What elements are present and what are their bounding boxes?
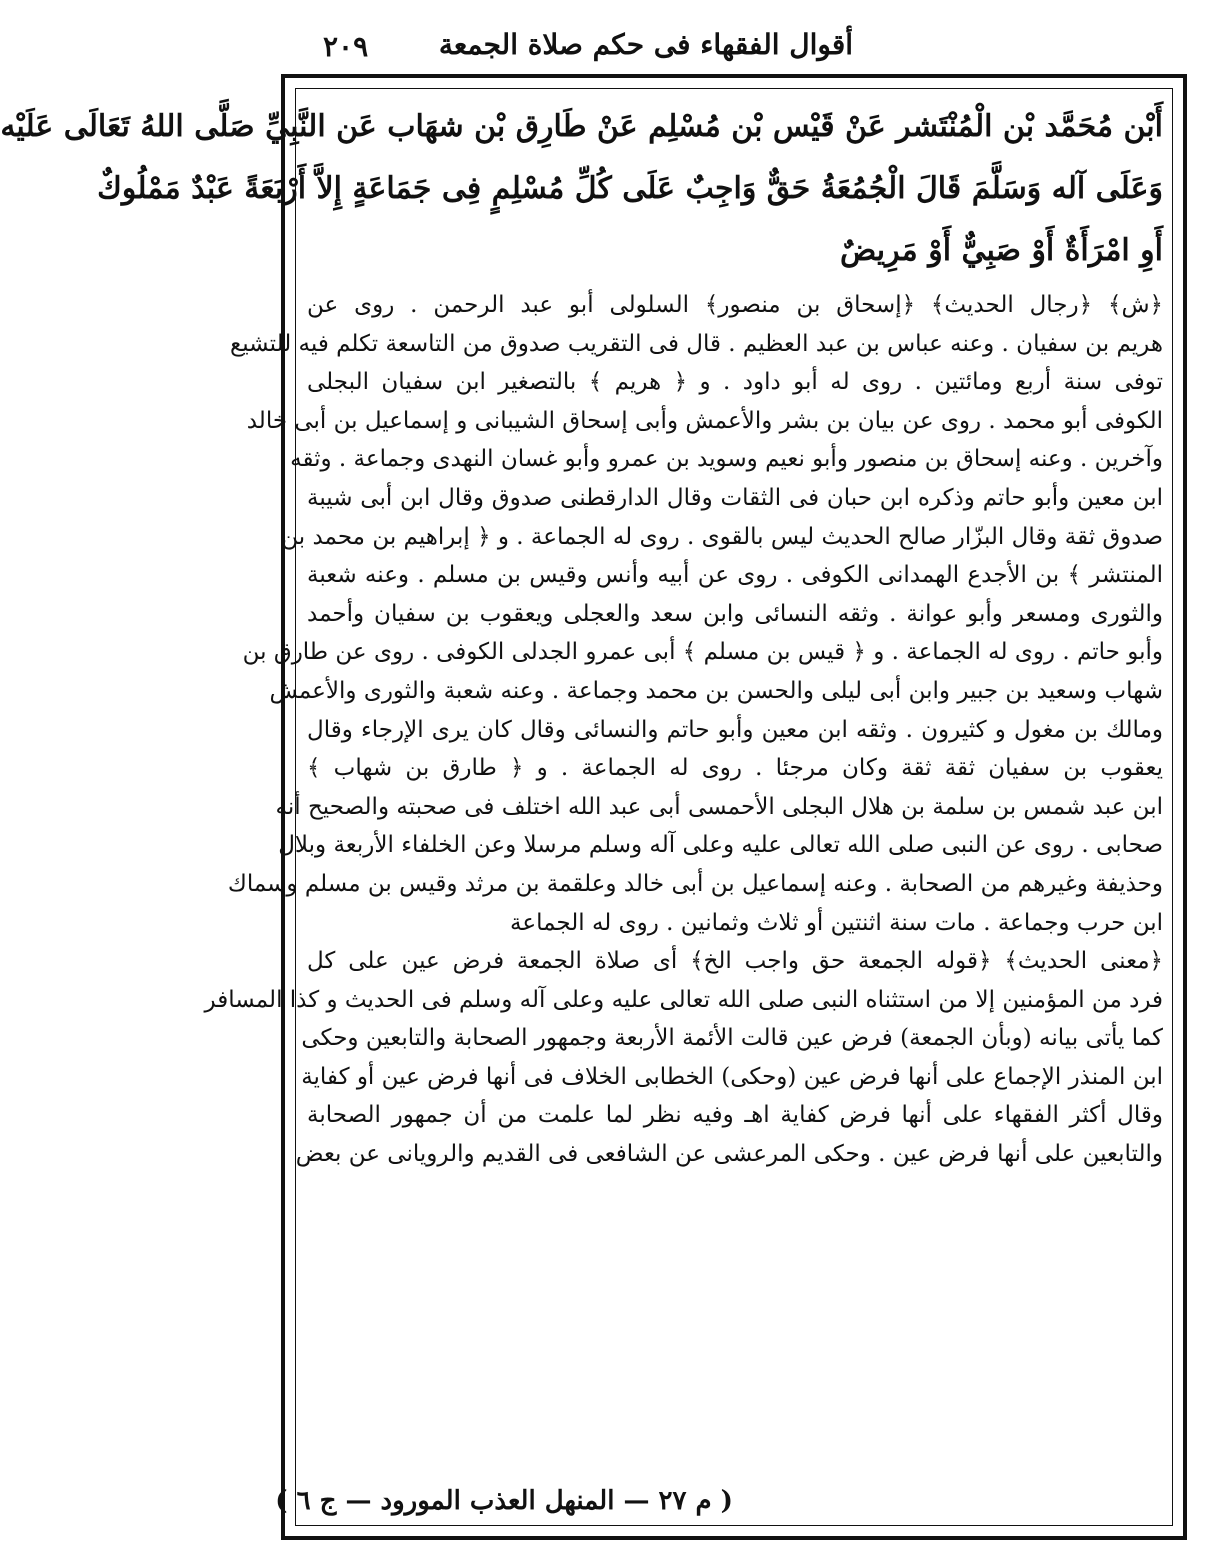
running-head bbox=[293, 26, 1023, 76]
commentary-line: ﴿معنى الحديث﴾ ﴿قوله الجمعة حق واجب الخ﴾ أى صلاة الجمعة فرض عين على كل bbox=[307, 948, 1163, 975]
commentary-line: وقال أكثر الفقهاء على أنها فرض كفاية اهـ وفيه نظر لما علمت من أن جمهور الصحابة bbox=[307, 1102, 1163, 1129]
commentary-line: هريم بن سفيان . وعنه عباس بن عبد العظيم . قال فى التقريب صدوق من التاسعة تكلم فيه للتشيع bbox=[229, 330, 1163, 357]
commentary-line: كما يأتى بيانه (وبأن الجمعة) فرض عين قالت الأئمة الأربعة وجمهور الصحابة والتابعين وحكى bbox=[301, 1025, 1163, 1052]
commentary-line: ومالك بن مغول و كثيرون . وثقه ابن معين وأبو حاتم والنسائى وقال كان يرى الإرجاء وقال bbox=[307, 716, 1163, 743]
hadith-line: أَوِ امْرَأَةٌ أَوْ صَبِيٌّ أَوْ مَرِيضٌ bbox=[840, 233, 1163, 268]
commentary-line: فرد من المؤمنين إلا من استثناه النبى صلى الله تعالى عليه وعلى آله وسلم فى الحديث و كذا المسافر bbox=[204, 986, 1163, 1013]
commentary-line: شهاب وسعيد بن جبير وابن أبى ليلى والحسن بن محمد وجماعة . وعنه شعبة والثورى والأعمش bbox=[269, 677, 1163, 704]
commentary-line: الكوفى أبو محمد . روى عن بيان بن بشر والأعمش وأبى إسحاق الشيبانى و إسماعيل بن أبى خالد bbox=[246, 407, 1163, 434]
page-number: ٢٠٩ bbox=[323, 30, 369, 63]
commentary-text bbox=[204, 286, 1163, 1174]
commentary-line: وحذيفة وغيرهم من الصحابة . وعنه إسماعيل بن أبى خالد وعلقمة بن مرثد وقيس بن مسلم وسماك bbox=[227, 870, 1163, 897]
commentary-line: والثورى ومسعر وأبو عوانة . وثقه النسائى وابن سعد والعجلى ويعقوب بن سفيان وأحمد bbox=[307, 600, 1163, 627]
commentary-line: ﴿ش﴾ ﴿رجال الحديث﴾ ﴿إسحاق بن منصور﴾ السلولى أبو عبد الرحمن . روى عن bbox=[307, 292, 1163, 318]
running-title: أقوال الفقهاء فى حكم صلاة الجمعة bbox=[438, 28, 853, 61]
footer-signature: ( م ٢٧ — المنهل العذب المورود — ج ٦ ) bbox=[275, 1486, 733, 1516]
commentary-line: صدوق ثقة وقال البزّار صالح الحديث ليس بالقوى . روى له الجماعة . و ﴿ إبراهيم بن محمد بن bbox=[281, 523, 1163, 550]
commentary-line: ابن عبد شمس بن سلمة بن هلال البجلى الأحمسى أبى عبد الله اختلف فى صحبته والصحيح أنه bbox=[275, 793, 1163, 820]
commentary-line: ابن المنذر الإجماع على أنها فرض عين (وحكى) الخطابى الخلاف فى أنها فرض عين أو كفاية bbox=[301, 1063, 1163, 1090]
commentary-line: المنتشر ﴾ بن الأجدع الهمدانى الكوفى . روى عن أبيه وأنس وقيس بن مسلم . وعنه شعبة bbox=[307, 562, 1163, 589]
hadith-text bbox=[0, 96, 1163, 282]
page-content bbox=[0, 96, 1163, 1174]
hadith-line: وَعَلَى آله وَسَلَّمَ قَالَ الْجُمُعَةُ حَقٌّ وَاجِبٌ عَلَى كُلِّ مُسْلِمٍ فِى جَمَاعَةٍ إِلاَّ أَرْبَعَةً عَبْدٌ مَمْلُوكٌ bbox=[97, 171, 1163, 206]
commentary-line: توفى سنة أربع ومائتين . روى له أبو داود . و ﴿ هريم ﴾ بالتصغير ابن سفيان البجلى bbox=[307, 369, 1163, 396]
commentary-line: ابن معين وأبو حاتم وذكره ابن حبان فى الثقات وقال الدارقطنى صدوق وقال ابن أبى شيبة bbox=[307, 484, 1163, 511]
hadith-line: أَبْن مُحَمَّد بْن الْمُنْتَشر عَنْ قَيْس بْن مُسْلِم عَنْ طَارِق بْن شهَاب عَن النَّبِيِّ صَلَّى اللهُ تَعَالَى عَلَيْه bbox=[0, 109, 1163, 144]
commentary-line: والتابعين على أنها فرض عين . وحكى المرعشى عن الشافعى فى القديم والرويانى عن بعض bbox=[295, 1141, 1163, 1168]
commentary-line: يعقوب بن سفيان ثقة ثقة وكان مرجئا . روى له الجماعة . و ﴿ طارق بن شهاب ﴾ bbox=[307, 755, 1163, 782]
commentary-line: ابن حرب وجماعة . مات سنة اثنتين أو ثلاث وثمانين . روى له الجماعة bbox=[510, 909, 1163, 936]
commentary-line: صحابى . روى عن النبى صلى الله تعالى عليه وعلى آله وسلم مرسلا وعن الخلفاء الأربعة وبلال bbox=[278, 832, 1163, 859]
commentary-line: وآخرين . وعنه إسحاق بن منصور وأبو نعيم وسويد بن عمرو وأبو غسان النهدى وجماعة . وثقه bbox=[290, 446, 1163, 473]
commentary-line: وأبو حاتم . روى له الجماعة . و ﴿ قيس بن مسلم ﴾ أبى عمرو الجدلى الكوفى . روى عن طارق بن bbox=[242, 639, 1163, 666]
